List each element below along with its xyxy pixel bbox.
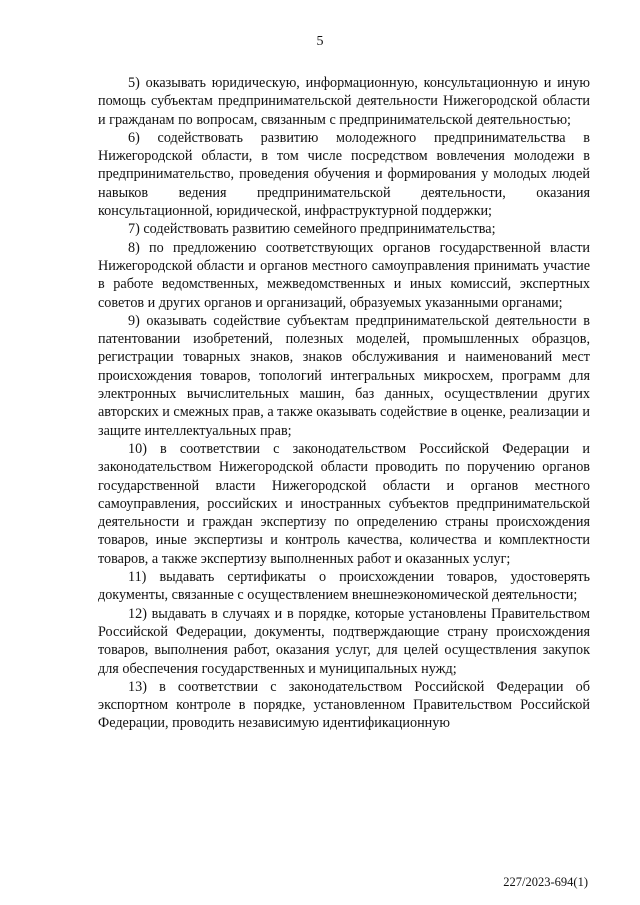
page-number: 5 (316, 34, 324, 49)
paragraph-item-11: 11) выдавать сертификаты о происхождении товаров, удостоверять документы, связанные с осуществлением внешнеэкономической деятельности; (98, 569, 590, 604)
paragraph-item-10: 10) в соответствии с законодательством Российской Федерации и законодательством Нижегородской области проводить по поручению органов государственной власти Нижегородской области и органов местного самоуправления, российских и иностранных субъектов предпринимательской деятельности и граждан экспертизу по определению страны происхождения товаров, иные экспертизы и контроль качества, количества и комплектности товаров, а также экспертизу выполненных работ и оказанных услуг; (98, 440, 590, 567)
paragraph-item-7: 7) содействовать развитию семейного предпринимательства; (128, 221, 496, 238)
paragraph-item-12: 12) выдавать в случаях и в порядке, которые установлены Правительством Российской Федерации, документы, подтверждающие страну происхождения товаров, выполнения работ, оказания услуг, для целей осуществления закупок для обеспечения государственных и муниципальных нужд; (98, 605, 590, 677)
document-body (98, 74, 590, 733)
paragraph-item-5: 5) оказывать юридическую, информационную, консультационную и иную помощь субъектам предпринимательской деятельности Нижегородской области и гражданам по вопросам, связанным с предпринимательской деятельностью; (98, 75, 590, 128)
document-registration-code: 227/2023-694(1) (503, 875, 588, 889)
paragraph-item-6: 6) содействовать развитию молодежного предпринимательства в Нижегородской области, в том числе посредством вовлечения молодежи в предпринимательство, проведения обучения и формирования у молодых людей навыков ведения предпринимательской деятельности, оказания консультационной, юридической, инфраструктурной поддержки; (98, 129, 590, 220)
paragraph-item-9: 9) оказывать содействие субъектам предпринимательской деятельности в патентовании изобретений, полезных моделей, промышленных образцов, регистрации товарных знаков, знаков обслуживания и наименований мест происхождения товаров, топологий интегральных микросхем, программ для электронных вычислительных машин, баз данных, осуществлении других авторских и смежных прав, а также оказывать содействие в оценке, реализации и защите интеллектуальных прав; (98, 312, 591, 439)
paragraph-item-13: 13) в соответствии с законодательством Российской Федерации об экспортном контроле в порядке, установленном Правительством Российской Федерации, проводить независимую идентификационную (98, 678, 590, 732)
paragraph-item-8: 8) по предложению соответствующих органов государственной власти Нижегородской области и органов местного самоуправления принимать участие в работе ведомственных, межведомственных и иных комиссий, экспертных советов и других органов и организаций, образуемых указанными органами; (98, 239, 590, 311)
